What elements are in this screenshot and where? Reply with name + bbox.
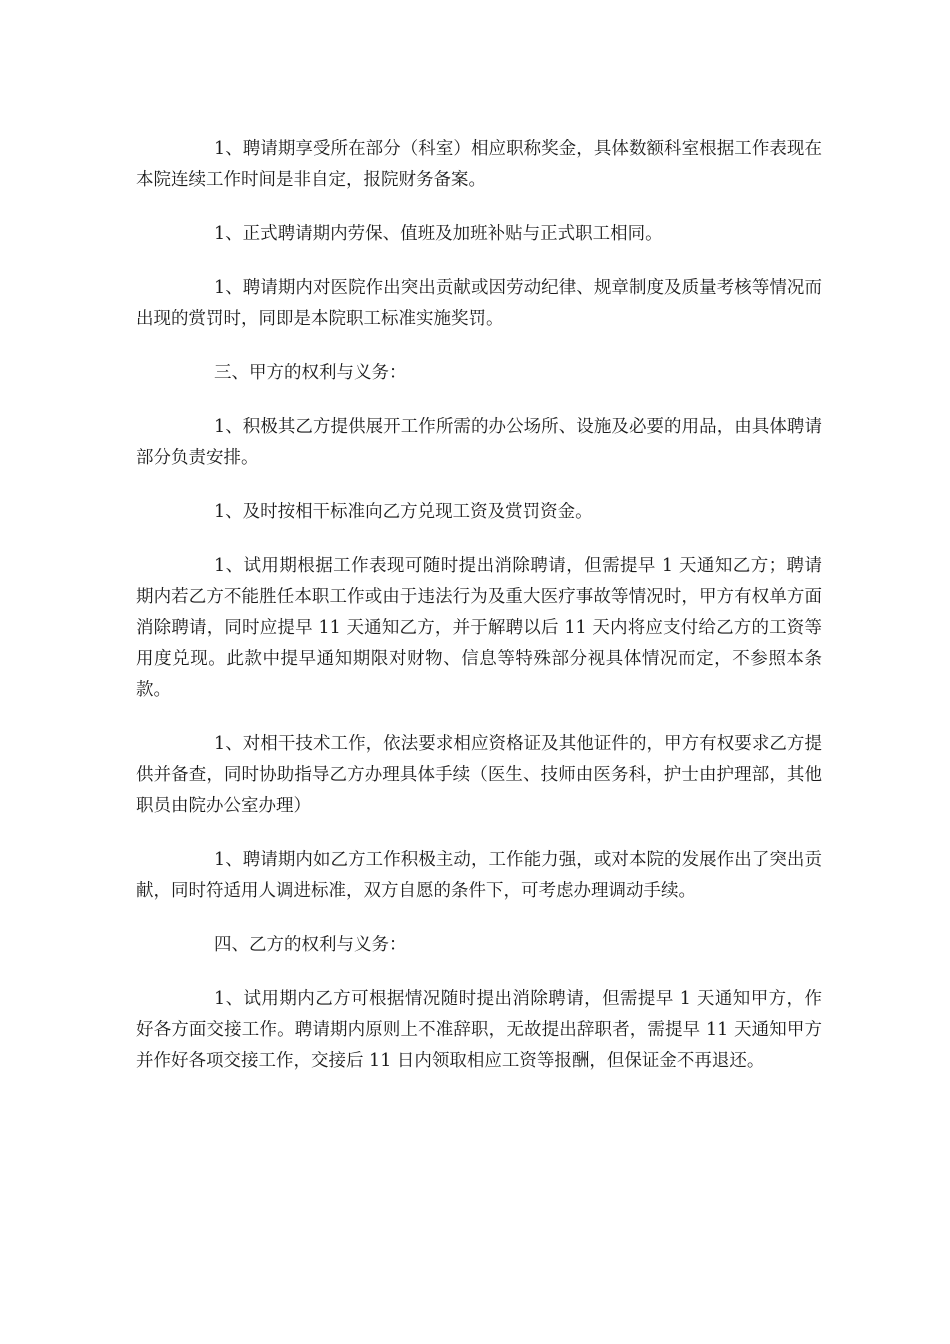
paragraph-termination-by-a: 1、试用期根据工作表现可随时提出消除聘请，但需提早 1 天通知乙方；聘请期内若乙方不能胜任本职工作或由于违法行为及重大医疗事故等情况时，甲方有权单方面消除聘请，同时应提早 11 天通知乙方，并于解聘以后 11 天内将应支付给乙方的工资等用度兑现。此款中提早通知期限对财物、信息等特殊部分视具体情况而定，不参照本条款。 [136,556,822,700]
section-heading-party-b: 四、乙方的权利与义务： [214,935,407,955]
paragraph-qualification: 1、对相干技术工作，依法要求相应资格证及其他证件的，甲方有权要求乙方提供并备查，同时协助指导乙方办理具体手续（医生、技师由医务科，护士由护理部，其他职员由院办公室办理） [136,734,822,816]
paragraph-office-provision: 1、积极其乙方提供展开工作所需的办公场所、设施及必要的用品，由具体聘请部分负责安排。 [136,417,822,468]
document-body [136,134,822,1100]
paragraph-transfer: 1、聘请期内如乙方工作积极主动，工作能力强，或对本院的发展作出了突出贡献，同时符适用人调进标准，双方自愿的条件下，可考虑办理调动手续。 [136,850,822,901]
paragraph-resignation-by-b: 1、试用期内乙方可根据情况随时提出消除聘请，但需提早 1 天通知甲方，作好各方面交接工作。聘请期内原则上不准辞职，无故提出辞职者，需提早 11 天通知甲方并作好各项交接工作，交接后 11 日内领取相应工资等报酬，但保证金不再退还。 [136,989,822,1071]
paragraph-bonus: 1、聘请期享受所在部分（科室）相应职称奖金，具体数额科室根据工作表现在本院连续工作时间是非自定，报院财务备案。 [136,139,822,190]
paragraph-benefits: 1、正式聘请期内劳保、值班及加班补贴与正式职工相同。 [214,224,663,244]
section-heading-party-a: 三、甲方的权利与义务： [214,363,407,383]
paragraph-rewards-penalties: 1、聘请期内对医院作出突出贡献或因劳动纪律、规章制度及质量考核等情况而出现的赏罚时，同即是本院职工标准实施奖罚。 [136,278,822,329]
paragraph-salary-payment: 1、及时按相干标准向乙方兑现工资及赏罚资金。 [214,502,593,522]
